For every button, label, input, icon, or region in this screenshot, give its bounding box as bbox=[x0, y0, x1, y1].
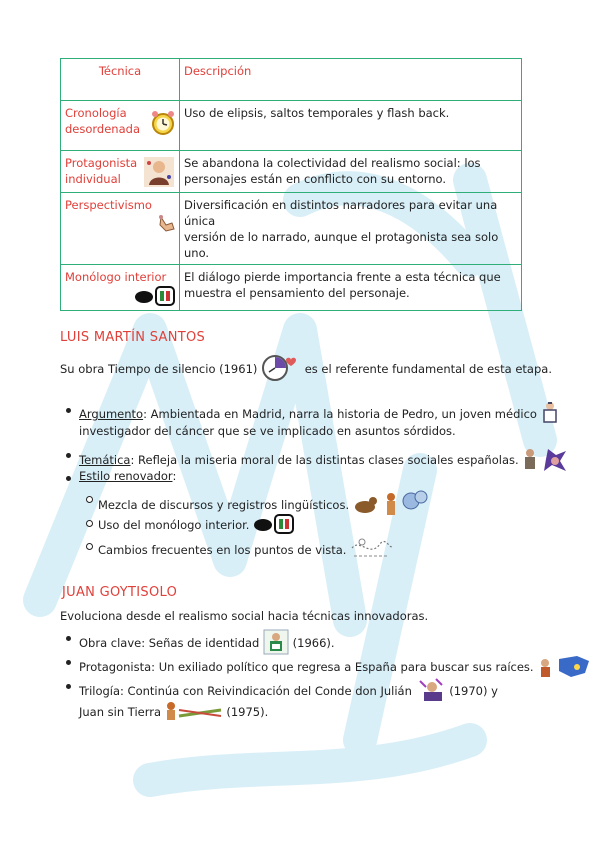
section-title-martin-santos: LUIS MARTÍN SANTOS bbox=[60, 330, 206, 345]
goytisolo-intro: Evoluciona desde el realismo social hacia técnicas innovadoras. bbox=[60, 609, 429, 623]
sub-item-text: Mezcla de discursos y registros lingüísticos. bbox=[98, 498, 350, 512]
bullet bbox=[66, 660, 71, 665]
technique-desc: muestra el pensamiento del personaje. bbox=[184, 286, 410, 300]
table-row bbox=[61, 193, 522, 265]
speech-figure-icon bbox=[253, 513, 295, 538]
technique-name-l1: Protagonista bbox=[65, 156, 138, 170]
technique-desc: El diálogo pierde importancia frente a esta técnica que bbox=[184, 270, 501, 284]
people-icon bbox=[522, 445, 568, 476]
technique-name-l2: individual bbox=[65, 172, 121, 186]
argumento-text-2: investigador del cáncer que se ve implicado en asuntos sórdidos. bbox=[79, 424, 456, 438]
bullet bbox=[66, 636, 71, 641]
obra-text: Obra clave: Señas de identidad bbox=[79, 636, 260, 650]
techniques-table bbox=[60, 58, 522, 311]
table-row bbox=[61, 265, 522, 311]
trilogia-year: (1970) y bbox=[449, 684, 498, 698]
technique-name: Perspectivismo bbox=[65, 198, 152, 212]
trilogia-title: Juan sin Tierra bbox=[79, 705, 162, 719]
technique-desc: Uso de elipsis, saltos temporales y flash back. bbox=[180, 101, 522, 151]
header-descripcion: Descripción bbox=[180, 59, 522, 101]
estilo-colon: : bbox=[172, 469, 177, 483]
sub-item-text: Cambios frecuentes en los puntos de vista. bbox=[98, 543, 347, 557]
section-title-goytisolo: JUAN GOYTISOLO bbox=[62, 585, 178, 600]
trilogia-text: Trilogía: Continúa con Reivindicación del Conde don Julián bbox=[79, 684, 412, 698]
intro-text-b: es el referente fundamental de esta etapa. bbox=[304, 362, 552, 376]
technique-desc: personajes están en conflicto con su entorno. bbox=[184, 172, 447, 186]
intro-text-a: Su obra Tiempo de silencio (1961) bbox=[60, 362, 258, 376]
technique-desc: Se abandona la colectividad del realismo social: los bbox=[184, 156, 481, 170]
sub-bullet bbox=[86, 520, 93, 527]
technique-desc: versión de lo narrado, aunque el protagonista sea solo uno. bbox=[184, 230, 499, 260]
obra-year: (1966). bbox=[292, 636, 335, 650]
speech-figure-icon bbox=[134, 285, 176, 311]
doctor-icon bbox=[541, 401, 559, 428]
alarm-clock-icon bbox=[150, 109, 176, 141]
sub-bullet bbox=[86, 496, 93, 503]
bullet bbox=[66, 684, 71, 689]
sub-bullet bbox=[86, 543, 93, 550]
estilo-label: Estilo renovador bbox=[79, 469, 173, 483]
spain-map-icon bbox=[537, 653, 593, 682]
argumento-label: Argumento bbox=[79, 407, 144, 421]
table-row bbox=[61, 151, 522, 193]
bullet bbox=[66, 476, 71, 481]
technique-desc: Diversificación en distintos narradores para evitar una única bbox=[184, 198, 498, 228]
tematica-label: Temática bbox=[79, 453, 131, 467]
technique-name-l1: Cronología bbox=[65, 106, 127, 120]
sketch-icon bbox=[350, 536, 394, 565]
martin-santos-intro bbox=[60, 354, 552, 385]
bullet bbox=[66, 408, 71, 413]
argumento-text: : Ambientada en Madrid, narra la historia de Pedro, un joven médico bbox=[143, 407, 537, 421]
list-item-estilo bbox=[79, 469, 176, 483]
bullet bbox=[66, 453, 71, 458]
table-row bbox=[61, 101, 522, 151]
tematica-text: : Refleja la miseria moral de las distintas clases sociales españolas. bbox=[130, 453, 519, 467]
trilogia-year-2: (1975). bbox=[226, 705, 269, 719]
header-tecnica: Técnica bbox=[61, 59, 180, 101]
person-icon bbox=[142, 155, 176, 193]
clock-heart-icon bbox=[261, 354, 301, 385]
fence-figure-icon bbox=[165, 700, 223, 725]
sub-item-text: Uso del monólogo interior. bbox=[98, 518, 250, 532]
animals-icon bbox=[353, 489, 429, 522]
table-header-row bbox=[61, 59, 522, 101]
technique-name-l2: desordenada bbox=[65, 122, 140, 136]
sub-item bbox=[98, 513, 295, 538]
knight-icon bbox=[416, 677, 446, 706]
trilogia-second-line bbox=[79, 700, 268, 725]
sub-item bbox=[98, 536, 394, 565]
protagonista-text: Protagonista: Un exiliado político que regresa a España para buscar sus raíces. bbox=[79, 660, 534, 674]
technique-name: Monólogo interior bbox=[65, 270, 167, 284]
pointing-hand-icon bbox=[158, 213, 176, 237]
